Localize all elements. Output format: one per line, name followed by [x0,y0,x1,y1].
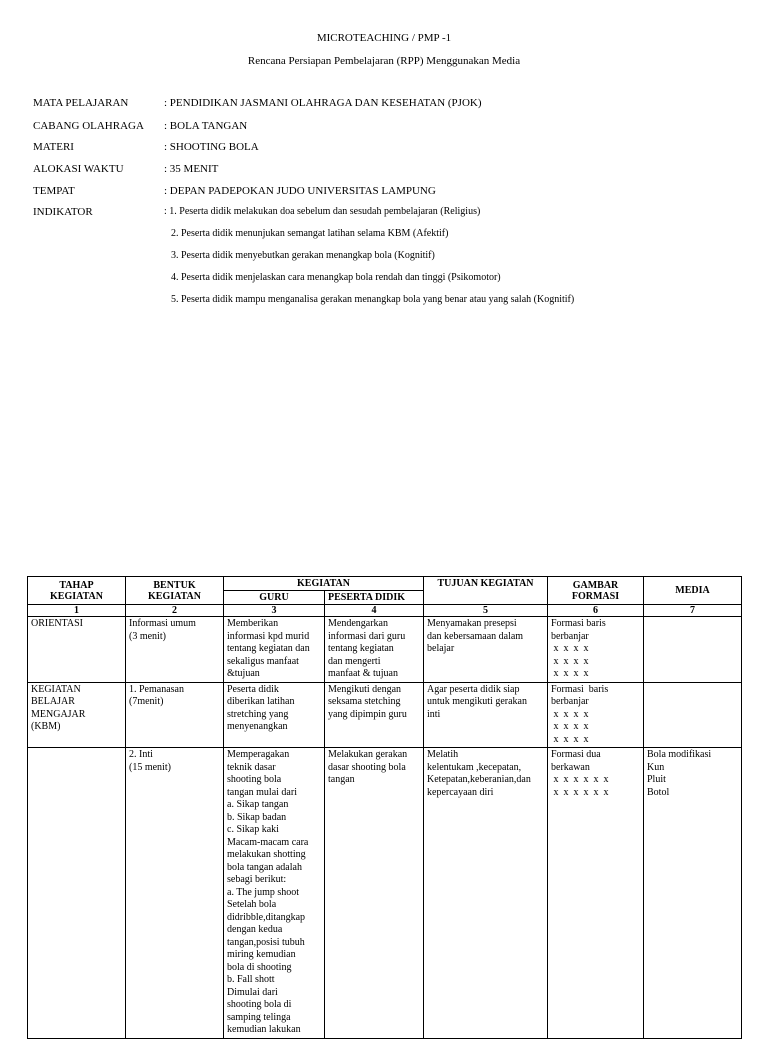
indicator-item: 5. Peserta didik mampu menganalisa gerakan menangkap bola yang benar atau yang salah (Kognitif) [171,294,575,305]
table-row [28,617,742,683]
table-row [28,748,742,1039]
cell-tahap: KEGIATAN BELAJAR MENGAJAR (KBM) [28,682,126,748]
indicator-item: 3. Peserta didik menyebutkan gerakan menangkap bola (Kognitif) [171,250,435,261]
table-row [28,682,742,748]
cell-media: Bola modifikasi Kun Pluit Botol [644,748,742,1039]
cell-guru: Memberikan informasi kpd murid tentang kegiatan dan sekaligus manfaat &tujuan [224,617,325,683]
cell-bentuk: 2. Inti (15 menit) [126,748,224,1039]
document-subtitle: Rencana Persiapan Pembelajaran (RPP) Menggunakan Media [247,55,521,67]
cell-bentuk: Informasi umum (3 menit) [126,617,224,683]
info-label: MATERI [33,141,74,153]
cell-media [644,617,742,683]
cell-gambar-formasi: Formasi baris berbanjar x x x x x x x x x x x x [548,682,644,748]
info-value: : SHOOTING BOLA [164,141,259,153]
cell-bentuk: 1. Pemanasan (7menit) [126,682,224,748]
cell-media [644,682,742,748]
indicator-item: 2. Peserta didik menunjukan semangat latihan selama KBM (Afektif) [171,228,449,239]
table-header-row [28,577,742,591]
column-number: 7 [644,605,742,617]
info-value: : PENDIDIKAN JASMANI OLAHRAGA DAN KESEHATAN (PJOK) [164,97,482,109]
info-value: : DEPAN PADEPOKAN JUDO UNIVERSITAS LAMPUNG [164,185,436,197]
cell-peserta: Mendengarkan informasi dari guru tentang kegiatan dan mengerti manfaat & tujuan [325,617,424,683]
column-number: 4 [325,605,424,617]
column-number: 6 [548,605,644,617]
cell-guru: Memperagakan teknik dasar shooting bola tangan mulai dari a. Sikap tangan b. Sikap badan c. Sikap kaki Macam-macam cara melakukan shotting bola tangan adalah sebagi berikut: a. The jump shoot Setelah bola didribble,ditangkap dengan kedua tangan,posisi tubuh miring kemudian bola di shooting b. Fall shott Dimulai dari shooting bola di samping telinga kemudian lakukan [224,748,325,1039]
info-value: : 35 MENIT [164,163,219,175]
info-value: : 1. Peserta didik melakukan doa sebelum dan sesudah pembelajaran (Religius) [164,206,481,217]
column-number: 1 [28,605,126,617]
table-number-row [28,605,742,617]
lesson-plan-table [27,576,742,1039]
cell-peserta: Melakukan gerakan dasar shooting bola tangan [325,748,424,1039]
info-label: MATA PELAJARAN [33,97,129,109]
info-label: ALOKASI WAKTU [33,163,124,175]
cell-tahap [28,748,126,1039]
header-gambar-formasi: GAMBAR FORMASI [548,577,644,605]
column-number: 5 [424,605,548,617]
column-number: 3 [224,605,325,617]
cell-tujuan: Menyamakan presepsi dan kebersamaan dalam belajar [424,617,548,683]
header-kegiatan: KEGIATAN [224,577,424,591]
header-bentuk-kegiatan: BENTUK KEGIATAN [126,577,224,605]
cell-guru: Peserta didik diberikan latihan stretching yang menyenangkan [224,682,325,748]
header-peserta-didik: PESERTA DIDIK [325,591,424,605]
header-media: MEDIA [644,577,742,605]
cell-tujuan: Agar peserta didik siap untuk mengikuti gerakan inti [424,682,548,748]
info-value: : BOLA TANGAN [164,120,248,132]
document-title: MICROTEACHING / PMP -1 [316,32,452,44]
header-tujuan-kegiatan: TUJUAN KEGIATAN [424,577,548,605]
cell-tujuan: Melatih kelentukam ,kecepatan, Ketepatan,keberanian,dan kepercayaan diri [424,748,548,1039]
info-label: INDIKATOR [33,206,93,218]
info-label: CABANG OLAHRAGA [33,120,144,132]
header-tahap-kegiatan: TAHAP KEGIATAN [28,577,126,605]
info-label: TEMPAT [33,185,75,197]
cell-peserta: Mengikuti dengan seksama stetching yang dipimpin guru [325,682,424,748]
cell-tahap: ORIENTASI [28,617,126,683]
header-guru: GURU [224,591,325,605]
column-number: 2 [126,605,224,617]
cell-gambar-formasi: Formasi dua berkawan x x x x x x x x x x x x [548,748,644,1039]
cell-gambar-formasi: Formasi baris berbanjar x x x x x x x x x x x x [548,617,644,683]
indicator-item: 4. Peserta didik menjelaskan cara menangkap bola rendah dan tinggi (Psikomotor) [171,272,501,283]
